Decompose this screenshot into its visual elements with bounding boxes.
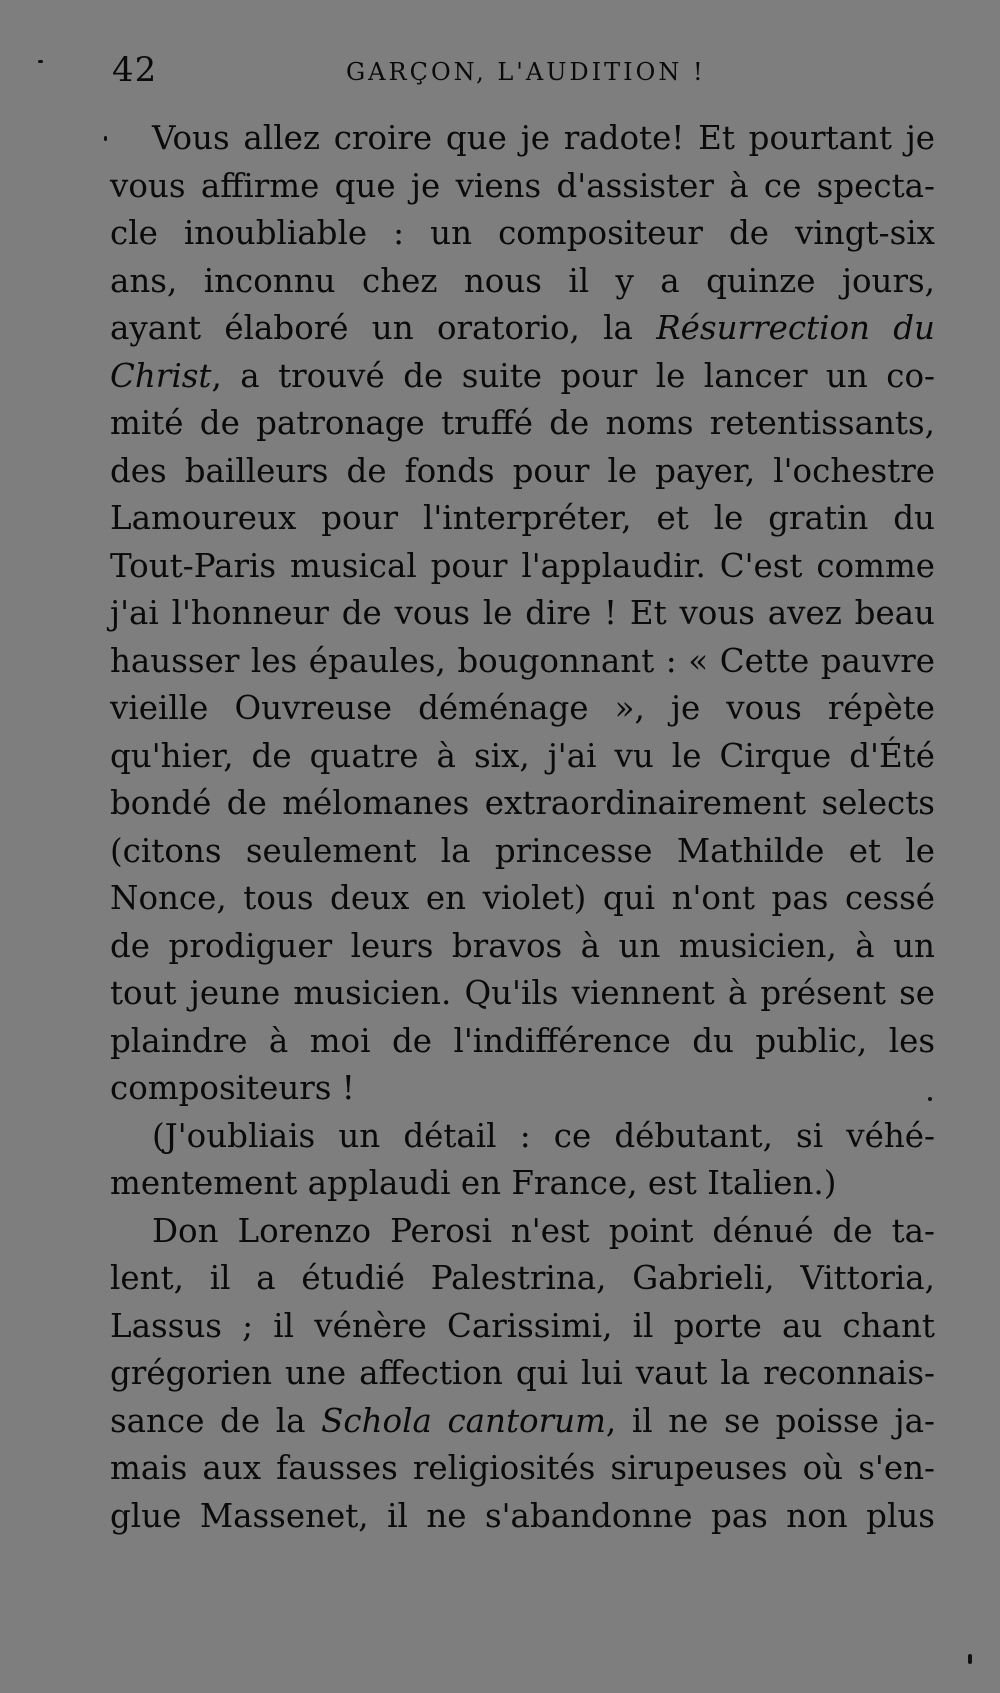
line-text: Don Lorenzo Perosi n'est point dénué de ta-: [152, 1211, 935, 1250]
text-line: [110, 1018, 935, 1066]
line-text: vieille Ouvreuse déménage », je vous répète: [110, 689, 935, 727]
print-speck: [968, 1654, 972, 1664]
text-line: [110, 1303, 935, 1351]
line-text: Vous allez croire que je radote! Et pourtant je: [152, 119, 935, 157]
body-text: [110, 115, 935, 1540]
line-text: qu'hier, de quatre à six, j'ai vu le Cirque d'Été: [110, 736, 935, 775]
line-text: des bailleurs de fonds pour le payer, l'ochestre: [110, 451, 935, 490]
text-line: [110, 1493, 935, 1541]
text-line: [110, 163, 935, 211]
text-line: [110, 780, 935, 828]
line-text: compositeurs !: [110, 1069, 355, 1107]
text-line: [110, 1255, 935, 1303]
line-text: grégorien une affection qui lui vaut la reconnais-: [110, 1354, 935, 1392]
line-text: ayant élaboré un oratorio, la: [110, 309, 657, 347]
line-text: mentement applaudi en France, est Italien.): [110, 1164, 837, 1202]
text-line: [110, 923, 935, 971]
line-text: vous affirme que je viens d'assister à ce specta-: [110, 166, 935, 205]
page-header: [112, 50, 922, 100]
line-text: mais aux fausses religiosités sirupeuses où s'en-: [110, 1449, 935, 1487]
print-speck: [928, 1097, 932, 1101]
text-line: [110, 543, 935, 591]
text-line: [110, 115, 935, 163]
line-text: lent, il a étudié Palestrina, Gabrieli, Vittoria,: [110, 1259, 935, 1297]
line-text: ans, inconnu chez nous il y a quinze jours,: [110, 261, 935, 300]
print-speck: [104, 136, 107, 141]
text-line: [110, 210, 935, 258]
line-text: de prodiguer leurs bravos à un musicien, à un: [110, 926, 935, 965]
text-line: [110, 1160, 935, 1208]
line-text: Lamoureux pour l'interpréter, et le gratin du: [110, 499, 935, 537]
line-text: glue Massenet, il ne s'abandonne pas non plus: [110, 1496, 935, 1535]
text-line: [110, 495, 935, 543]
text-line: [110, 353, 935, 401]
text-line: [110, 733, 935, 781]
text-line: [110, 1445, 935, 1493]
text-line: [110, 970, 935, 1018]
line-text: , a trouvé de suite pour le lancer un co-: [211, 356, 935, 395]
text-line: [110, 638, 935, 686]
line-text: bondé de mélomanes extraordinairement selects: [110, 784, 935, 822]
line-text: tout jeune musicien. Qu'ils viennent à présent se: [110, 974, 935, 1012]
text-line: [110, 400, 935, 448]
text-line: [110, 875, 935, 923]
line-text: Lassus ; il vénère Carissimi, il porte au chant: [110, 1306, 935, 1345]
line-text: Nonce, tous deux en violet) qui n'ont pas cessé: [110, 879, 935, 917]
text-line: [110, 590, 935, 638]
line-text: Tout-Paris musical pour l'applaudir. C'est comme: [110, 546, 935, 585]
page-number: 42: [112, 50, 158, 90]
line-text: sance de la: [110, 1401, 322, 1440]
text-line: [110, 1398, 935, 1446]
text-line: [110, 1113, 935, 1161]
line-text: plaindre à moi de l'indifférence du public, les: [110, 1021, 935, 1060]
line-text: (citons seulement la princesse Mathilde et le: [110, 831, 935, 870]
line-text: (J'oubliais un détail : ce débutant, si véhé-: [152, 1116, 935, 1155]
line-text: mité de patronage truffé de noms retentissants,: [110, 404, 935, 442]
italic-title: Schola cantorum: [321, 1401, 606, 1440]
running-title: GARÇON, L'AUDITION !: [346, 58, 706, 86]
italic-title: Résurrection du: [656, 309, 935, 347]
text-line: [110, 828, 935, 876]
text-line: [110, 1065, 935, 1113]
print-speck: [38, 60, 43, 63]
text-line: [110, 448, 935, 496]
text-line: [110, 1208, 935, 1256]
text-line: [110, 305, 935, 353]
line-text: hausser les épaules, bougonnant : « Cette pauvre: [110, 641, 935, 680]
text-line: [110, 685, 935, 733]
line-text: cle inoubliable : un compositeur de vingt-six: [110, 214, 935, 252]
italic-title: Christ: [110, 356, 212, 395]
line-text: j'ai l'honneur de vous le dire ! Et vous avez beau: [110, 594, 935, 632]
text-line: [110, 1350, 935, 1398]
text-line: [110, 258, 935, 306]
line-text: , il ne se poisse ja-: [605, 1401, 935, 1440]
